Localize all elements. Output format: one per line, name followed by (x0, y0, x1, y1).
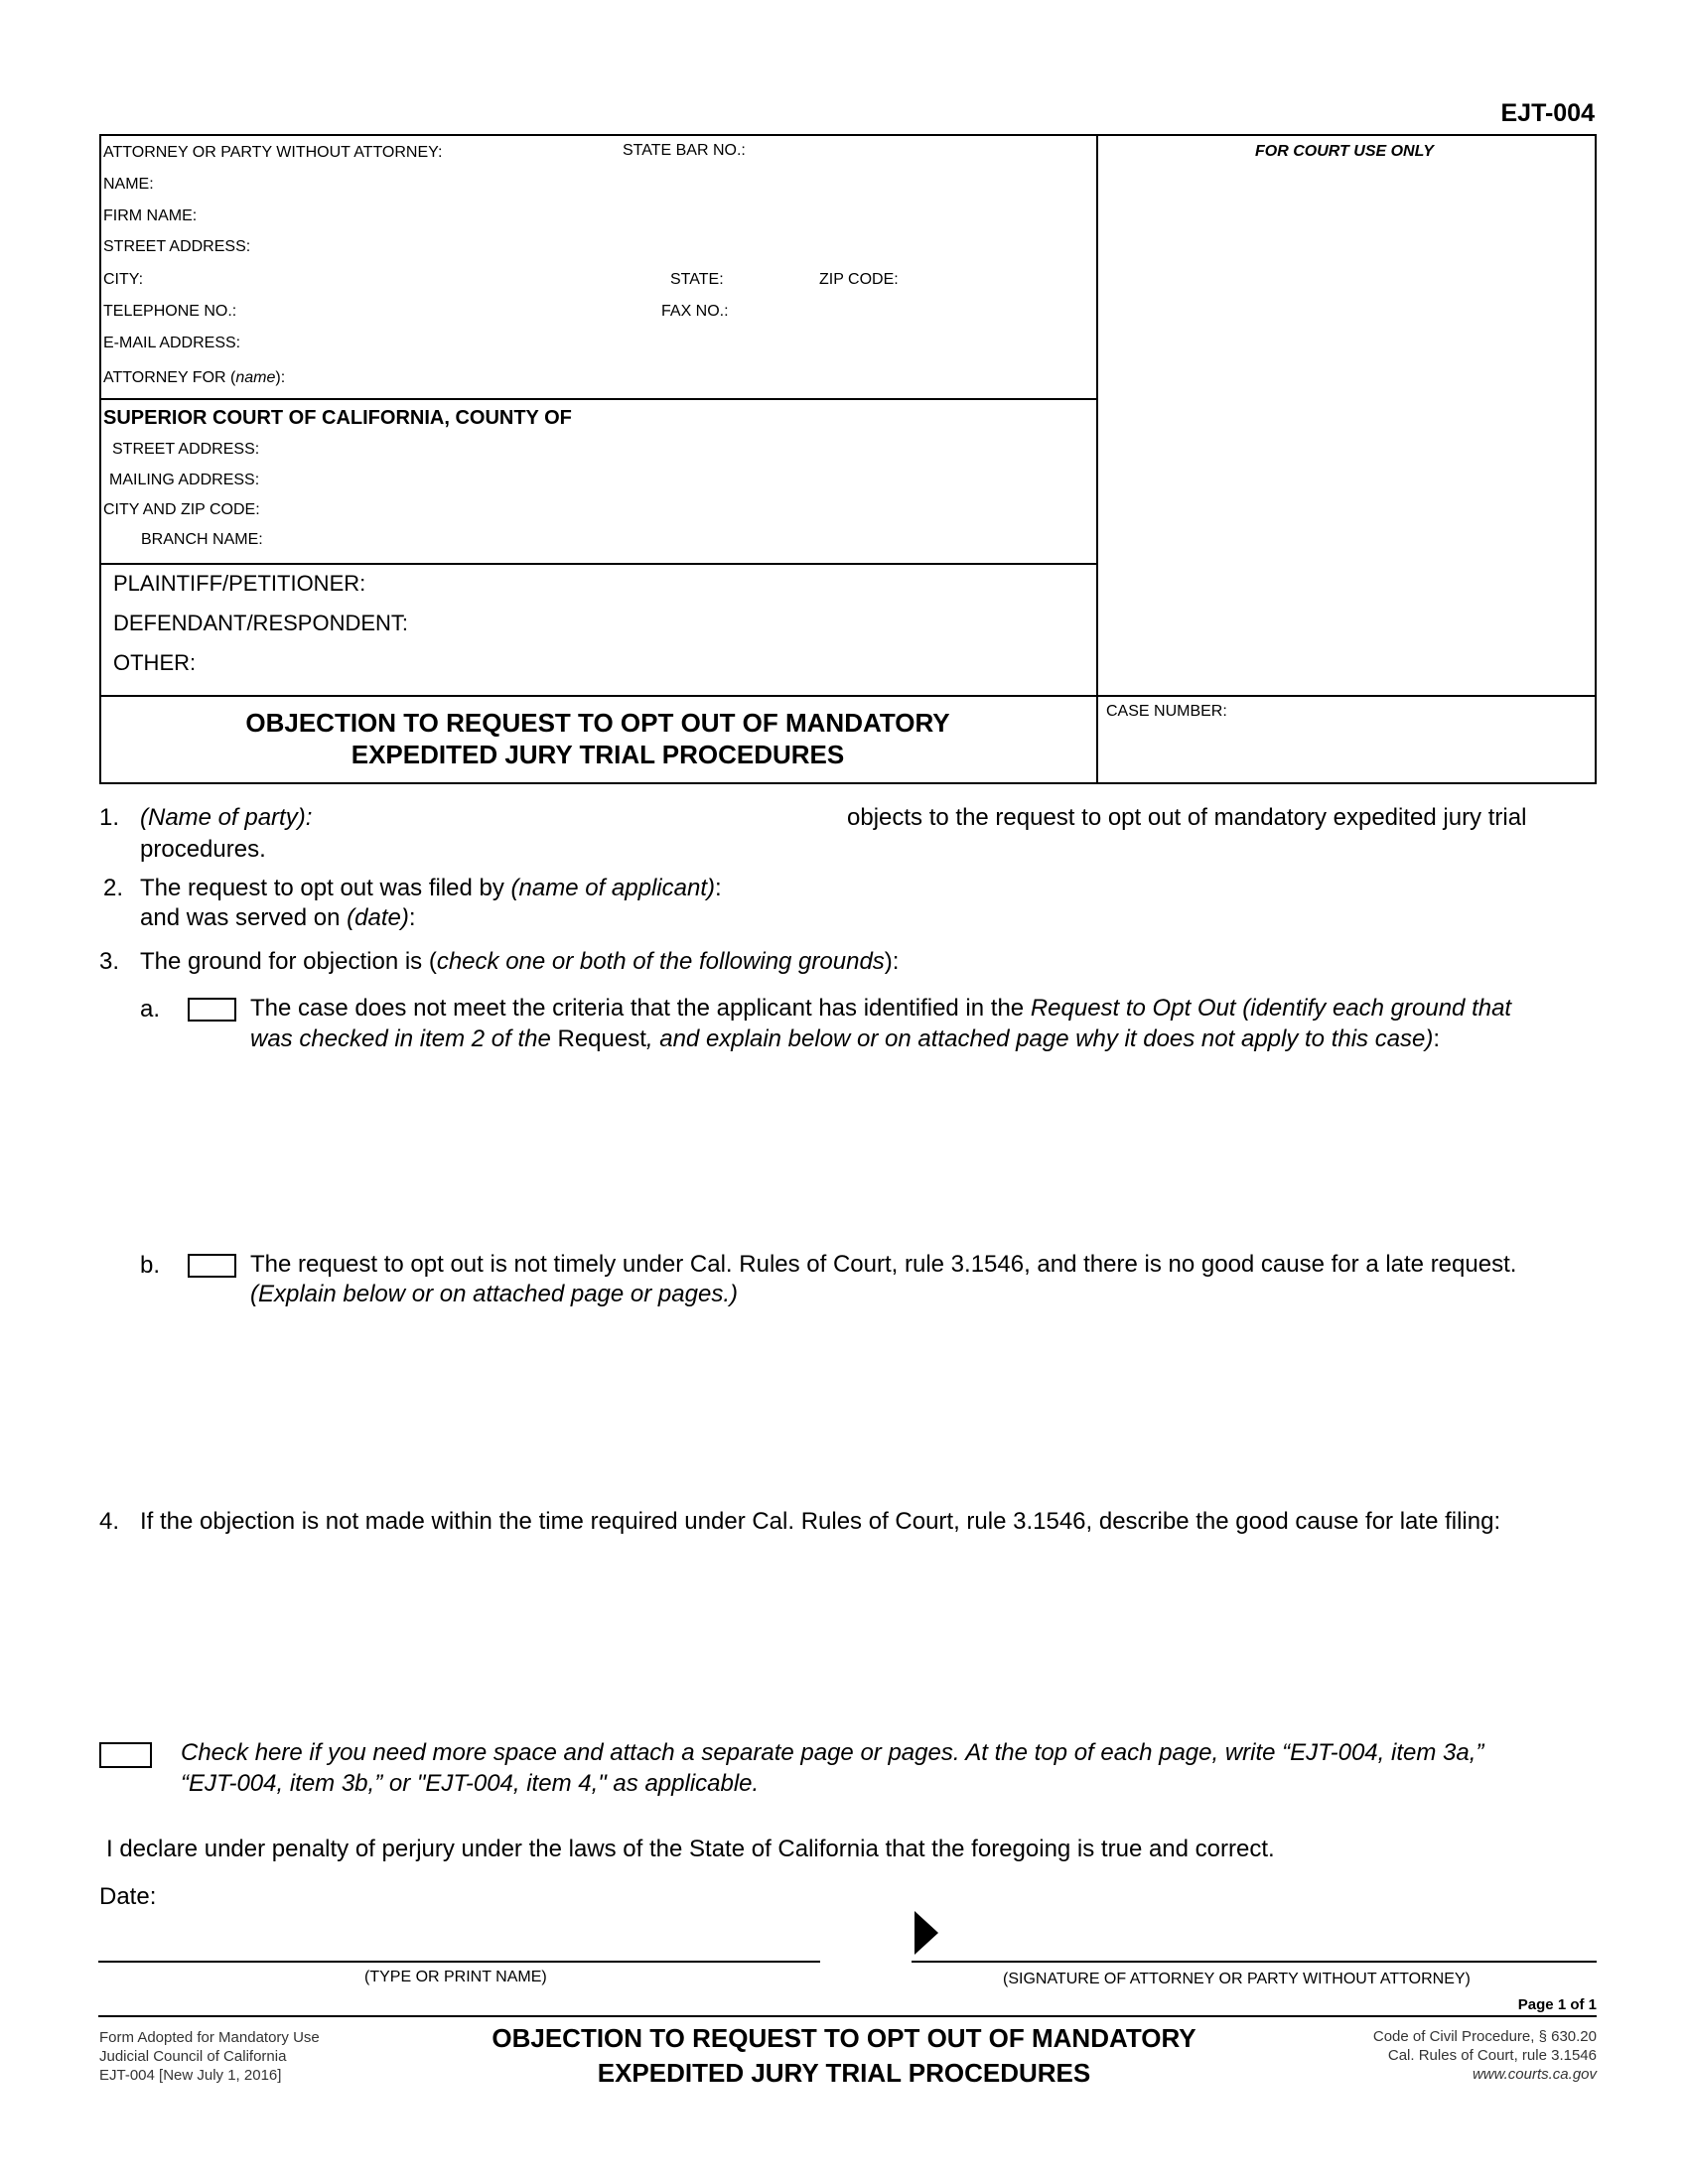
firm-name-label: FIRM NAME: (103, 207, 198, 224)
signature-line (912, 1961, 1597, 1963)
print-name-line (98, 1961, 820, 1963)
footer-rule (98, 2015, 1597, 2017)
signature-label: (SIGNATURE OF ATTORNEY OR PARTY WITHOUT ATTORNEY) (1003, 1971, 1471, 1987)
state-label: STATE: (670, 271, 724, 288)
city-label: CITY: (103, 271, 144, 288)
court-branch-label: BRANCH NAME: (141, 531, 263, 548)
more-space-text: Check here if you need more space and attach a separate page or pages. At the top of each page, write “EJT-004, item 3a,” “EJT-004, item 3b,” or "EJT-004, item 4," as applicable. (181, 1739, 1484, 1797)
form-title (99, 707, 1096, 770)
email-label: E-MAIL ADDRESS: (103, 335, 241, 351)
signature-arrow-icon (914, 1911, 938, 1955)
street-address-label: STREET ADDRESS: (103, 238, 251, 255)
item3-number: 3. (99, 948, 120, 975)
footer-title: OBJECTION TO REQUEST TO OPT OUT OF MANDATORY EXPEDITED JURY TRIAL PROCEDURES (492, 2023, 1196, 2088)
form-id: EJT-004 (1500, 99, 1595, 127)
court-cityzip-label: CITY AND ZIP CODE: (103, 501, 260, 518)
page-number: Page 1 of 1 (1517, 1996, 1597, 2013)
item3a-text: The case does not meet the criteria that the applicant has identified in the Request to Opt Out (identify each ground that was checked in item 2 of the Request, and explain below or on attached page why it does not apply to this case): (250, 995, 1512, 1052)
form-title-line2: EXPEDITED JURY TRIAL PROCEDURES (351, 740, 845, 769)
item3a-letter: a. (140, 996, 161, 1023)
court-title: SUPERIOR COURT OF CALIFORNIA, COUNTY OF (103, 407, 572, 429)
state-bar-label: STATE BAR NO.: (623, 142, 746, 159)
item2-served: and was served on (date): (140, 904, 416, 931)
print-name-label: (TYPE OR PRINT NAME) (364, 1969, 547, 1985)
defendant-label: DEFENDANT/RESPONDENT: (113, 611, 409, 635)
item4-text: If the objection is not made within the time required under Cal. Rules of Court, rule 3.1546, describe the good cause for late filing: (140, 1508, 1501, 1535)
item3a-checkbox[interactable] (188, 998, 236, 1022)
court-use-label: FOR COURT USE ONLY (1255, 143, 1434, 160)
form-title-line1: OBJECTION TO REQUEST TO OPT OUT OF MANDATORY (245, 708, 950, 738)
more-space-checkbox[interactable] (99, 1742, 152, 1768)
item1-text: objects to the request to opt out of mandatory expedited jury trial (847, 804, 1527, 831)
item1-number: 1. (99, 804, 120, 831)
item3b-checkbox[interactable] (188, 1254, 236, 1278)
zip-code-label: ZIP CODE: (819, 271, 899, 288)
item3b-letter: b. (140, 1252, 161, 1279)
telephone-label: TELEPHONE NO.: (103, 303, 237, 320)
footer-adopted: Form Adopted for Mandatory Use Judicial Council of California EJT-004 [New July 1, 2016] (99, 2029, 320, 2084)
attorney-for-label: ATTORNEY FOR (name): (103, 369, 286, 386)
item2-number: 2. (103, 875, 124, 901)
case-number-label: CASE NUMBER: (1106, 703, 1227, 720)
caption-rule-3 (99, 695, 1597, 697)
attorney-label: ATTORNEY OR PARTY WITHOUT ATTORNEY: (103, 144, 443, 161)
item2-text: The request to opt out was filed by (name of applicant): (140, 875, 722, 901)
item3-text: The ground for objection is (check one or both of the following grounds): (140, 948, 900, 975)
name-label: NAME: (103, 176, 154, 193)
item3b-text: The request to opt out is not timely under Cal. Rules of Court, rule 3.1546, and there is no good cause for a late request. (250, 1251, 1517, 1278)
item3b-text-cont: (Explain below or on attached page or pages.) (250, 1281, 738, 1307)
declaration-text: I declare under penalty of perjury under the laws of the State of California that the foregoing is true and correct. (106, 1836, 1275, 1862)
court-mailing-label: MAILING ADDRESS: (109, 472, 260, 488)
caption-box (99, 134, 1597, 784)
caption-rule-1 (99, 398, 1097, 400)
item4-number: 4. (99, 1508, 120, 1535)
caption-divider (1096, 134, 1098, 784)
plaintiff-label: PLAINTIFF/PETITIONER: (113, 571, 366, 596)
caption-rule-2 (99, 563, 1097, 565)
other-label: OTHER: (113, 650, 197, 675)
date-label: Date: (99, 1883, 157, 1910)
footer-references: Code of Civil Procedure, § 630.20 Cal. Rules of Court, rule 3.1546 www.courts.ca.gov (1372, 2028, 1597, 2083)
item1-label: (Name of party): (140, 804, 313, 831)
court-street-label: STREET ADDRESS: (112, 441, 260, 458)
item1-text-cont: procedures. (140, 836, 266, 863)
fax-label: FAX NO.: (661, 303, 729, 320)
